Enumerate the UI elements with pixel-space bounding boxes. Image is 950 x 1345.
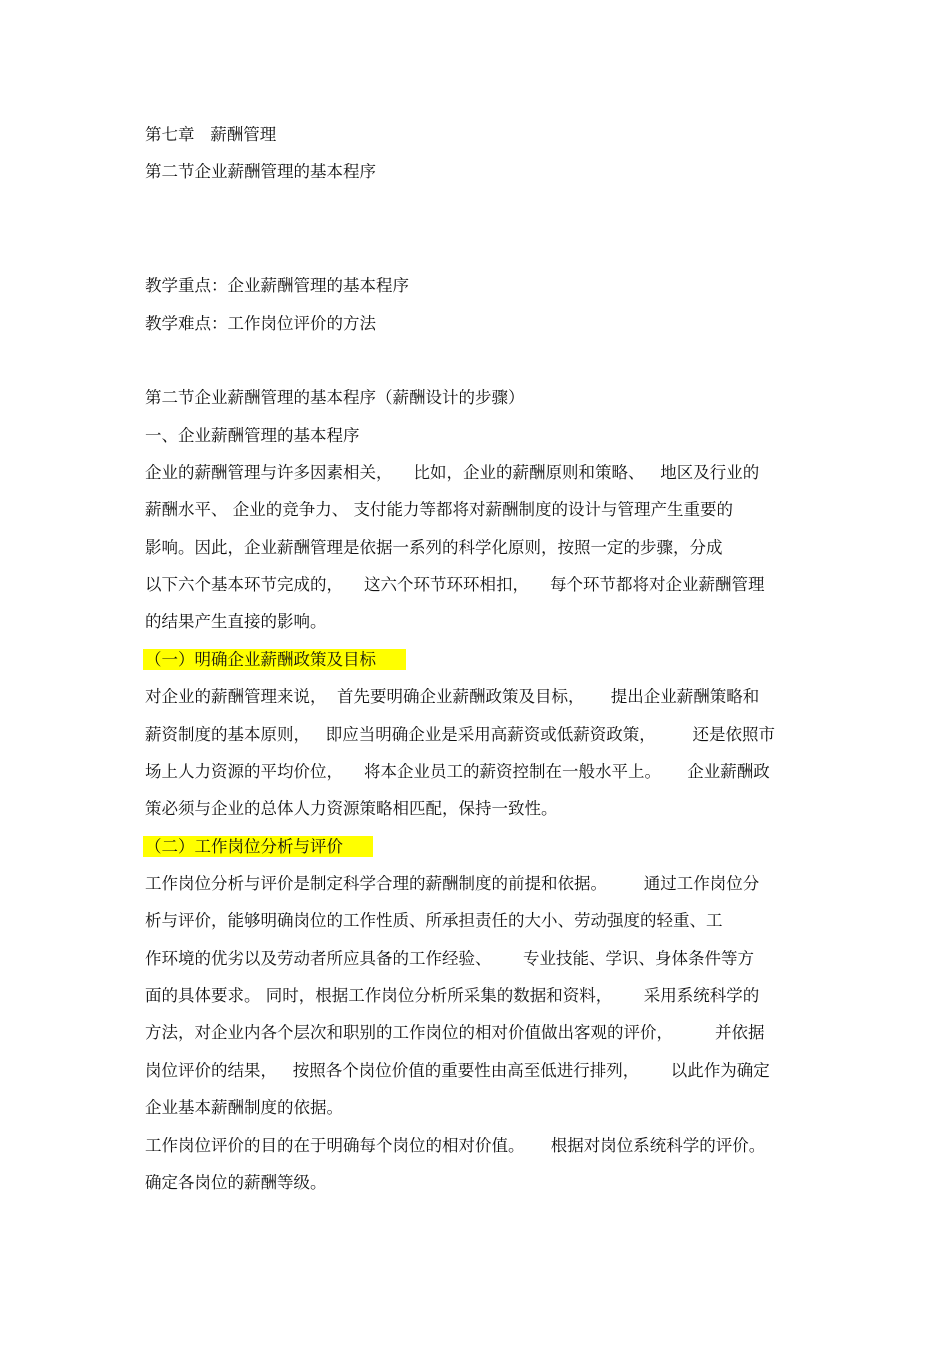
paragraph-line: 企业的薪酬管理与许多因素相关， 比如，企业的薪酬原则和策略、 地区及行业的 [145, 463, 760, 482]
teaching-focus: 教学重点：企业薪酬管理的基本程序 [145, 276, 409, 295]
highlighted-heading: （一）明确企业薪酬政策及目标 [143, 649, 406, 670]
paragraph-line: 以下六个基本环节完成的， 这六个环节环环相扣， 每个环节都将对企业薪酬管理 [145, 575, 765, 594]
paragraph-line: 场上人力资源的平均价位， 将本企业员工的薪资控制在一般水平上。 企业薪酬政 [145, 762, 770, 781]
paragraph-line: 薪资制度的基本原则， 即应当明确企业是采用高薪资或低薪资政策， 还是依照市 [145, 725, 775, 744]
paragraph-line: 策必须与企业的总体人力资源策略相匹配，保持一致性。 [145, 799, 558, 818]
paragraph-line: 岗位评价的结果， 按照各个岗位价值的重要性由高至低进行排列， 以此作为确定 [145, 1061, 770, 1080]
paragraph-line: 作环境的优劣以及劳动者所应具备的工作经验、 专业技能、学识、身体条件等方 [145, 949, 754, 968]
highlighted-heading: （二）工作岗位分析与评价 [143, 836, 373, 857]
teaching-difficulty: 教学难点：工作岗位评价的方法 [145, 314, 376, 333]
paragraph-line: 薪酬水平、 企业的竞争力、 支付能力等都将对薪酬制度的设计与管理产生重要的 [145, 500, 733, 519]
subsection-heading: 一、企业薪酬管理的基本程序 [145, 426, 360, 445]
paragraph-line: 工作岗位分析与评价是制定科学合理的薪酬制度的前提和依据。 通过工作岗位分 [145, 874, 760, 893]
paragraph-line: 工作岗位评价的目的在于明确每个岗位的相对价值。 根据对岗位系统科学的评价。 [145, 1136, 766, 1155]
step1-heading [145, 649, 406, 671]
paragraph-line: 面的具体要求。 同时，根据工作岗位分析所采集的数据和资料， 采用系统科学的 [145, 986, 760, 1005]
paragraph-line: 确定各岗位的薪酬等级。 [145, 1173, 327, 1192]
section-heading: 第二节企业薪酬管理的基本程序（薪酬设计的步骤） [145, 388, 525, 407]
paragraph-line: 析与评价，能够明确岗位的工作性质、所承担责任的大小、劳动强度的轻重、工 [145, 911, 723, 930]
paragraph-line: 影响。因此，企业薪酬管理是依据一系列的科学化原则，按照一定的步骤，分成 [145, 538, 723, 557]
paragraph-line: 对企业的薪酬管理来说， 首先要明确企业薪酬政策及目标， 提出企业薪酬策略和 [145, 687, 760, 706]
paragraph-line: 的结果产生直接的影响。 [145, 612, 327, 631]
section-title: 第二节企业薪酬管理的基本程序 [145, 162, 376, 181]
step2-heading [145, 836, 373, 858]
paragraph-line: 企业基本薪酬制度的依据。 [145, 1098, 343, 1117]
chapter-title: 第七章 薪酬管理 [145, 125, 277, 144]
paragraph-line: 方法，对企业内各个层次和职别的工作岗位的相对价值做出客观的评价， 并依据 [145, 1023, 765, 1042]
